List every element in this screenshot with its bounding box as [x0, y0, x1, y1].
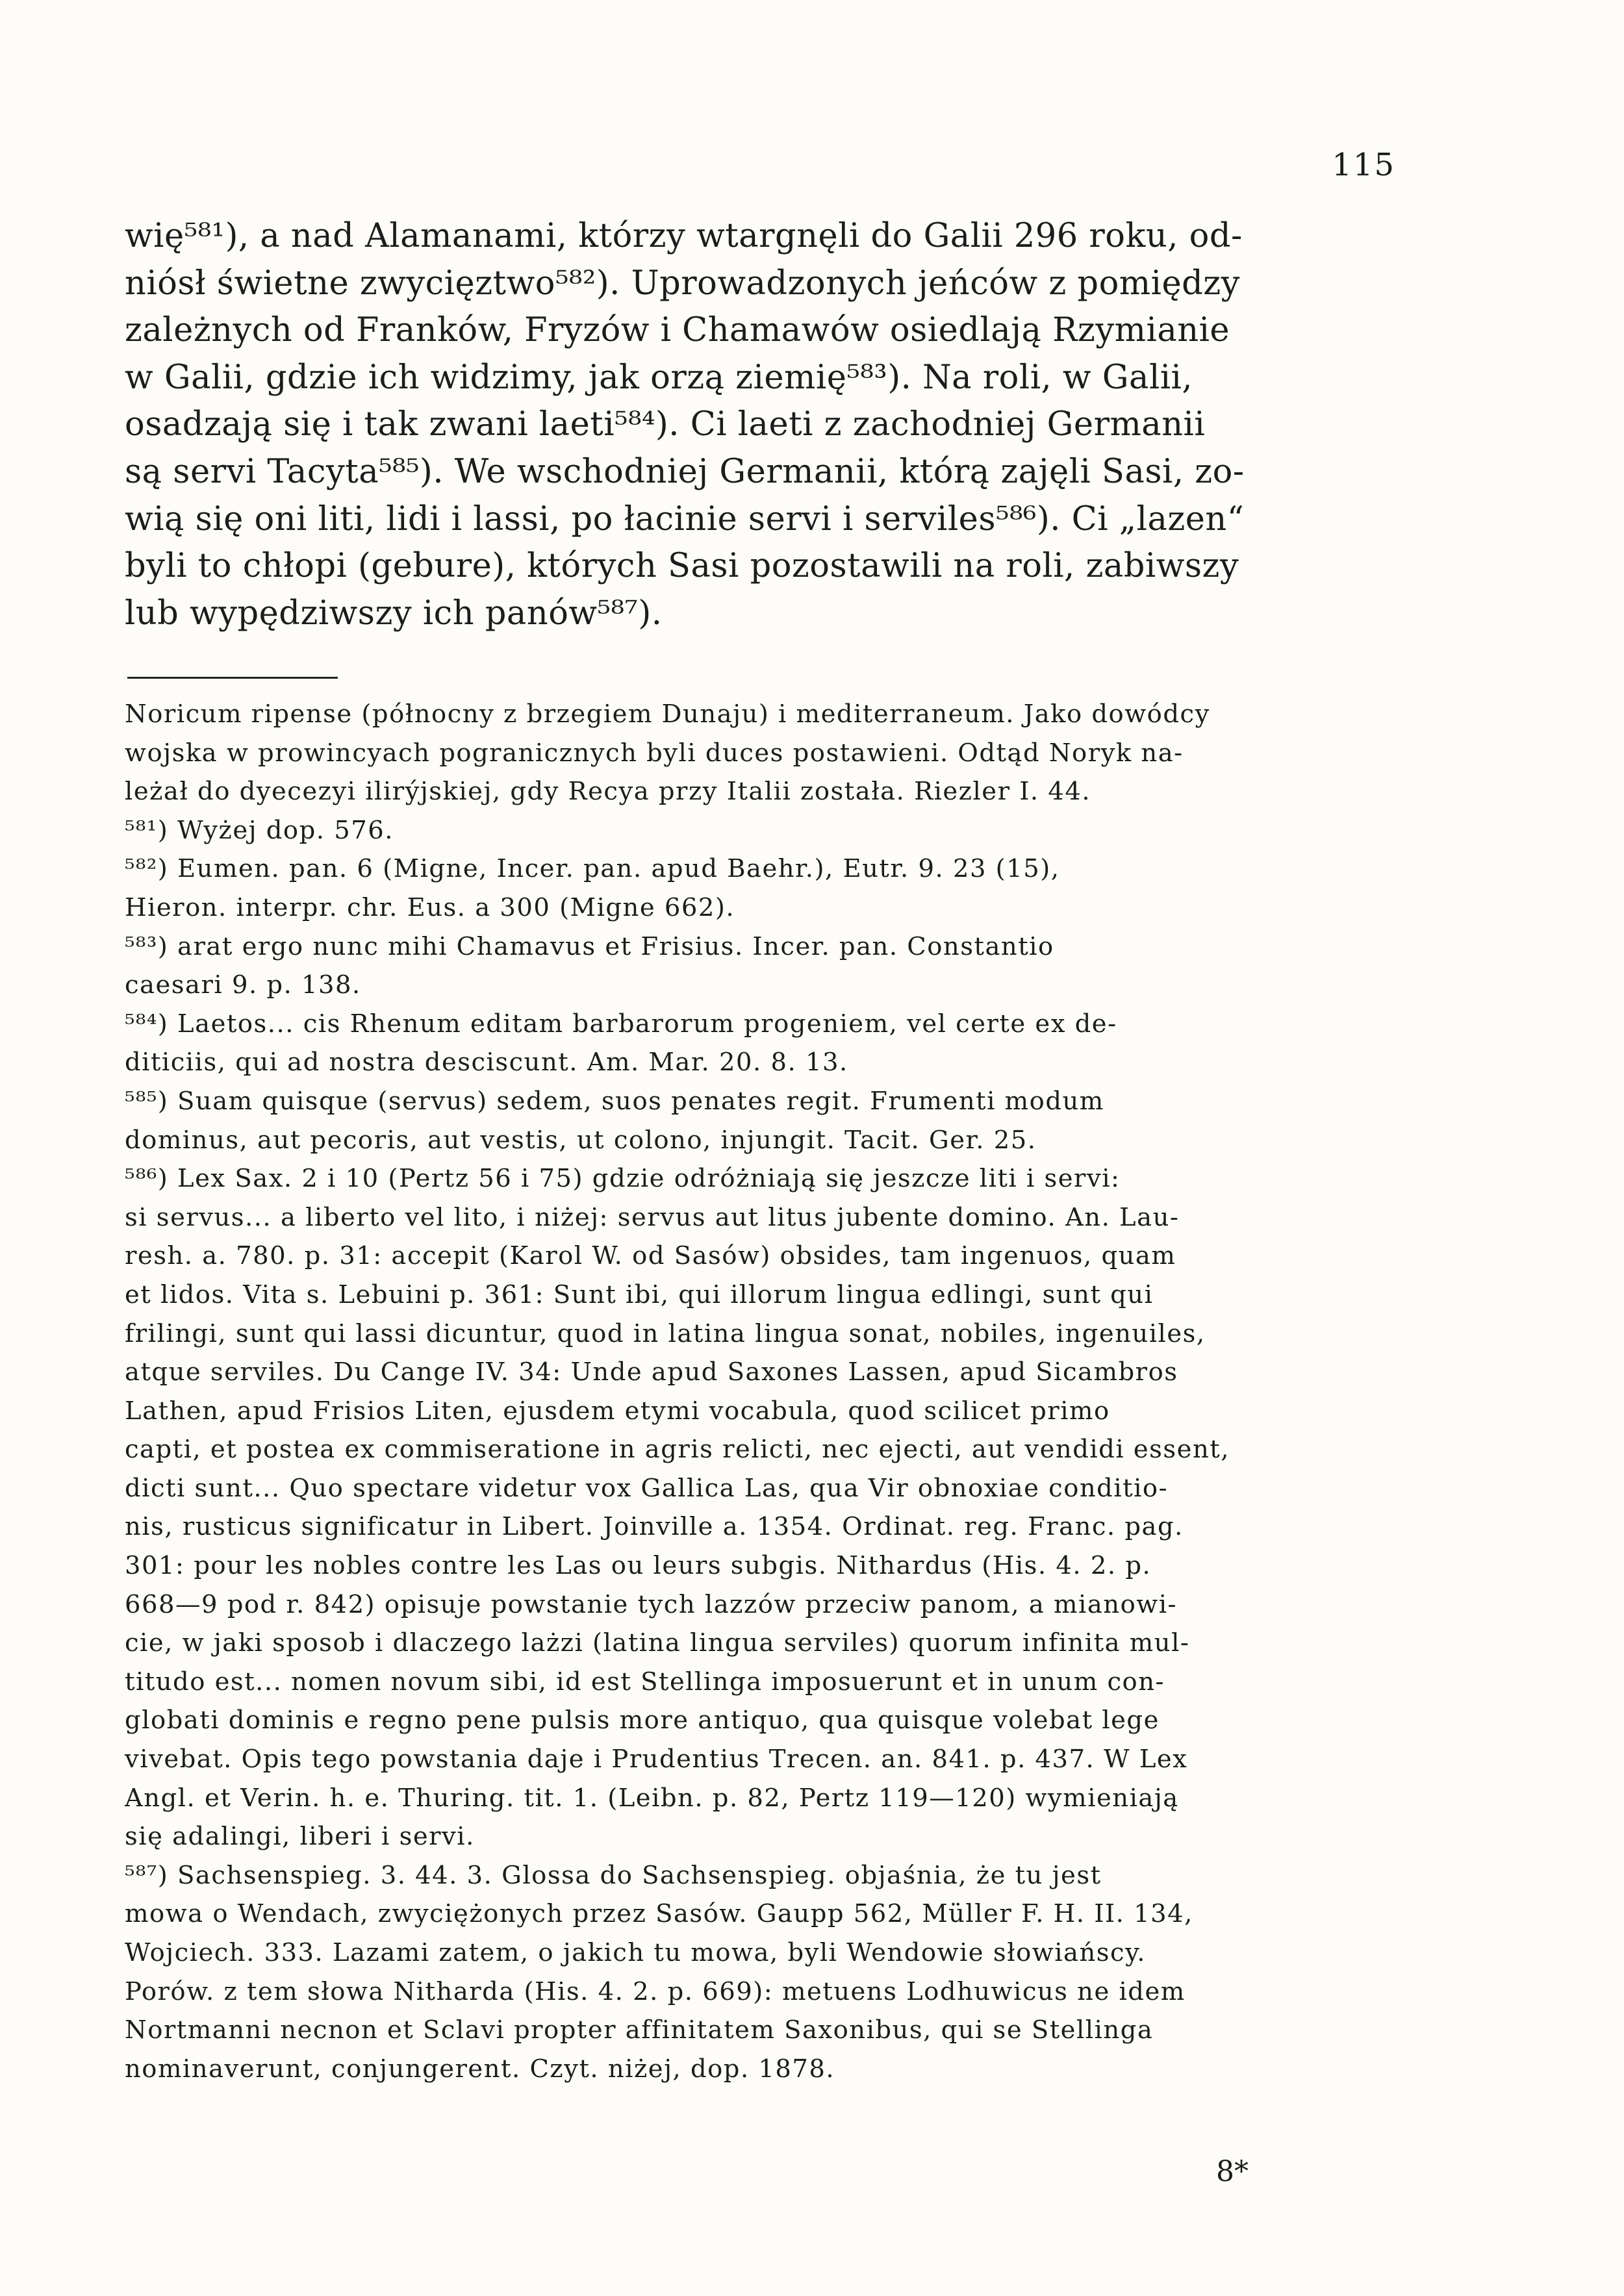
- footnote-line: ⁵⁸⁴) Laetos... cis Rhenum editam barbarorum progeniem, vel certe ex de-: [125, 1009, 1117, 1039]
- footnote-separator-rule: [127, 677, 338, 679]
- footnote-line: ⁵⁸⁷) Sachsenspieg. 3. 44. 3. Glossa do Sachsenspieg. objaśnia, że tu jest: [125, 1860, 1102, 1890]
- footnote-line: 668—9 pod r. 842) opisuje powstanie tych lazzów przeciw panom, a mianowi-: [125, 1589, 1178, 1619]
- main-text-line: osadzają się i tak zwani laeti⁵⁸⁴). Ci laeti z zachodniej Germanii: [125, 405, 1206, 444]
- footnote-line: caesari 9. p. 138.: [125, 970, 361, 1000]
- footnote-line: vivebat. Opis tego powstania daje i Prudentius Trecen. an. 841. p. 437. W Lex: [125, 1745, 1188, 1774]
- footnote-line: dicti sunt... Quo spectare videtur vox Gallica Las, qua Vir obnoxiae conditio-: [125, 1473, 1169, 1503]
- footnote-line: Lathen, apud Frisios Liten, ejusdem etymi vocabula, quod scilicet primo: [125, 1396, 1110, 1426]
- footnote-line: capti, et postea ex commiseratione in agris relicti, nec ejecti, aut vendidi essent,: [125, 1435, 1230, 1465]
- main-text-line: byli to chłopi (gebure), których Sasi pozostawili na roli, zabiwszy: [125, 547, 1239, 586]
- footnote-line: Wojciech. 333. Lazami zatem, o jakich tu mowa, byli Wendowie słowiańscy.: [125, 1938, 1146, 1967]
- footnote-line: mowa o Wendach, zwyciężonych przez Sasów. Gaupp 562, Müller F. H. II. 134,: [125, 1899, 1193, 1929]
- footnote-line: Angl. et Verin. h. e. Thuring. tit. 1. (Leibn. p. 82, Pertz 119—120) wymieniają: [125, 1783, 1179, 1813]
- footnote-line: dominus, aut pecoris, aut vestis, ut colono, injungit. Tacit. Ger. 25.: [125, 1125, 1037, 1155]
- footnote-line: 301: pour les nobles contre les Las ou leurs subgis. Nithardus (His. 4. 2. p.: [125, 1551, 1152, 1581]
- footnote-line: się adalingi, liberi i servi.: [125, 1822, 475, 1852]
- footnote-line: titudo est... nomen novum sibi, id est Stellinga imposuerunt et in unum con-: [125, 1667, 1165, 1697]
- footnote-line: Porów. z tem słowa Nitharda (His. 4. 2. p. 669): metuens Lodhuwicus ne idem: [125, 1976, 1186, 2006]
- footnote-line: frilingi, sunt qui lassi dicuntur, quod in latina lingua sonat, nobiles, ingenuiles,: [125, 1318, 1206, 1348]
- footnote-line: atque serviles. Du Cange IV. 34: Unde apud Saxones Lassen, apud Sicambros: [125, 1357, 1178, 1387]
- footnote-line: globati dominis e regno pene pulsis more antiquo, qua quisque volebat lege: [125, 1706, 1160, 1735]
- footnote-line: leżał do dyecezyi ilirýjskiej, gdy Recya przy Italii została. Riezler I. 44.: [125, 777, 1091, 807]
- signature-mark: 8*: [1216, 2155, 1249, 2188]
- main-text-line: są servi Tacyta⁵⁸⁵). We wschodniej Germanii, którą zajęli Sasi, zo-: [125, 452, 1245, 491]
- main-text-line: wią się oni liti, lidi i lassi, po łacinie servi i serviles⁵⁸⁶). Ci „lazen“: [125, 499, 1245, 538]
- main-text: [125, 213, 1402, 637]
- page-number: 115: [1332, 147, 1395, 183]
- footnote-line: ⁵⁸³) arat ergo nunc mihi Chamavus et Frisius. Incer. pan. Constantio: [125, 931, 1054, 961]
- main-text-line: w Galii, gdzie ich widzimy, jak orzą ziemię⁵⁸³). Na roli, w Galii,: [125, 358, 1193, 397]
- footnote-line: ⁵⁸⁵) Suam quisque (servus) sedem, suos penates regit. Frumenti modum: [125, 1086, 1104, 1116]
- footnote-line: diticiis, qui ad nostra desciscunt. Am. Mar. 20. 8. 13.: [125, 1048, 848, 1078]
- footnote-line: Hieron. interpr. chr. Eus. a 300 (Migne 662).: [125, 892, 735, 922]
- footnote-line: nis, rusticus significatur in Libert. Joinville a. 1354. Ordinat. reg. Franc. pag.: [125, 1512, 1184, 1542]
- footnote-line: resh. a. 780. p. 31: accepit (Karol W. od Sasów) obsides, tam ingenuos, quam: [125, 1241, 1176, 1271]
- footnote-line: wojska w prowincyach pogranicznych byli duces postawieni. Odtąd Noryk na-: [125, 738, 1184, 768]
- footnotes: [125, 695, 1417, 2088]
- main-text-line: wię⁵⁸¹), a nad Alamanami, którzy wtargnęli do Galii 296 roku, od-: [125, 217, 1243, 255]
- main-text-line: zależnych od Franków, Fryzów i Chamawów osiedlają Rzymianie: [125, 311, 1230, 350]
- footnote-line: ⁵⁸²) Eumen. pan. 6 (Migne, Incer. pan. apud Baehr.), Eutr. 9. 23 (15),: [125, 854, 1060, 884]
- footnote-line: ⁵⁸⁶) Lex Sax. 2 i 10 (Pertz 56 i 75) gdzie odróżniają się jeszcze liti i servi:: [125, 1164, 1121, 1194]
- main-text-line: lub wypędziwszy ich panów⁵⁸⁷).: [125, 594, 663, 633]
- footnote-line: nominaverunt, conjungerent. Czyt. niżej, dop. 1878.: [125, 2054, 835, 2084]
- main-text-line: niósł świetne zwycięztwo⁵⁸²). Uprowadzonych jeńców z pomiędzy: [125, 264, 1240, 303]
- footnote-line: et lidos. Vita s. Lebuini p. 361: Sunt ibi, qui illorum lingua edlingi, sunt qui: [125, 1280, 1154, 1309]
- footnote-line: ⁵⁸¹) Wyżej dop. 576.: [125, 815, 394, 845]
- footnote-line: cie, w jaki sposob i dlaczego lażzi (latina lingua serviles) quorum infinita mul-: [125, 1628, 1190, 1658]
- footnote-line: si servus... a liberto vel lito, i niżej: servus aut litus jubente domino. An. Lau-: [125, 1202, 1180, 1232]
- footnote-line: Noricum ripense (północny z brzegiem Dunaju) i mediterraneum. Jako dowódcy: [125, 700, 1210, 729]
- footnote-line: Nortmanni necnon et Sclavi propter affinitatem Saxonibus, qui se Stellinga: [125, 2015, 1154, 2045]
